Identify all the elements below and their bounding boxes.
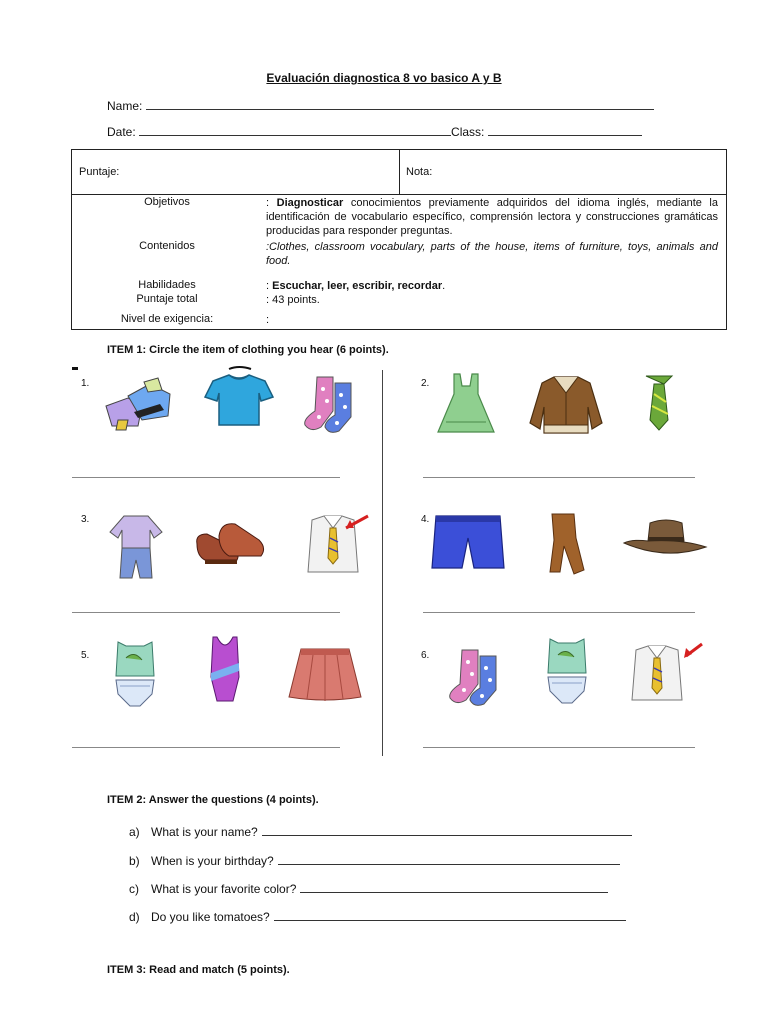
exercise-6-number: 6.: [421, 650, 430, 661]
score-table: [71, 149, 727, 330]
score-row: [72, 150, 726, 195]
contenidos-label: Contenidos: [139, 240, 195, 252]
question-a: [129, 823, 632, 839]
question-d: [129, 908, 626, 924]
habilidades-label: Habilidades: [138, 279, 196, 291]
jacket-icon[interactable]: [526, 373, 606, 435]
answer-blank-a[interactable]: [262, 823, 632, 836]
habilidades-prefix: :: [266, 280, 273, 292]
underwear-icon[interactable]: [106, 640, 164, 710]
shirt-icon[interactable]: [630, 640, 706, 704]
pajamas-icon[interactable]: [108, 514, 164, 580]
puntaje-total-value: : 43 points.: [266, 294, 320, 306]
question-letter: c): [129, 882, 139, 896]
question-text: What is your name?: [151, 825, 258, 839]
name-blank[interactable]: [146, 97, 654, 110]
swimsuit-icon[interactable]: [203, 635, 247, 707]
contenidos-text: [266, 240, 718, 268]
socks-icon[interactable]: [297, 373, 361, 435]
question-text: Do you like tomatoes?: [151, 910, 270, 924]
name-field[interactable]: [107, 97, 654, 113]
puntaje-label: Puntaje:: [79, 166, 120, 178]
tie-icon[interactable]: [642, 374, 676, 432]
objetivos-bold: Diagnosticar: [276, 197, 344, 209]
habilidades-suffix: .: [442, 280, 446, 292]
date-label: Date:: [107, 125, 136, 139]
column-divider: [382, 370, 383, 756]
answer-line-4[interactable]: [423, 612, 695, 613]
tshirt-icon[interactable]: [203, 367, 275, 429]
answer-blank-c[interactable]: [300, 880, 608, 893]
habilidades-bold: Escuchar, leer, escribir, recordar: [272, 280, 443, 292]
question-text: What is your favorite color?: [151, 882, 297, 896]
nivel-value: :: [266, 314, 270, 326]
objetivos-prefix: :: [266, 197, 277, 209]
class-blank[interactable]: [488, 123, 642, 136]
item2-title: ITEM 2: Answer the questions (4 points).: [107, 794, 319, 806]
skirt-icon[interactable]: [287, 645, 363, 703]
corner-mark: [72, 367, 78, 370]
class-label: Class:: [451, 125, 485, 139]
item1-title: ITEM 1: Circle the item of clothing you hear (6 points).: [107, 344, 389, 356]
exercise-5-number: 5.: [81, 650, 90, 661]
exercise-4-number: 4.: [421, 514, 430, 525]
question-c: [129, 880, 608, 896]
exercise-1-number: 1.: [81, 378, 90, 389]
gloves-icon[interactable]: [98, 376, 180, 432]
date-class-row: [107, 123, 642, 139]
answer-line-5[interactable]: [72, 747, 340, 748]
contenidos-body: :Clothes, classroom vocabulary, parts of the house, items of furniture, toys, animals and food.: [266, 241, 718, 267]
question-letter: a): [129, 825, 140, 839]
shorts-icon[interactable]: [430, 512, 506, 572]
hat-icon[interactable]: [622, 517, 708, 563]
habilidades-text: [266, 279, 718, 293]
answer-blank-d[interactable]: [274, 908, 626, 921]
answer-blank-b[interactable]: [278, 852, 620, 865]
nota-label: Nota:: [406, 166, 433, 178]
score-divider: [399, 150, 400, 195]
item3-title: ITEM 3: Read and match (5 points).: [107, 964, 290, 976]
answer-line-6[interactable]: [423, 747, 695, 748]
trousers-icon[interactable]: [544, 510, 588, 578]
objetivos-body: conocimientos previamente adquiridos del idioma inglés, mediante la identificación de vocabulario específico, comprensión lectora y construcciones gramáticas producidas para responder preguntas.: [266, 197, 718, 237]
objetivos-label: Objetivos: [144, 196, 190, 208]
underwear-icon[interactable]: [538, 637, 596, 707]
answer-line-3[interactable]: [72, 612, 340, 613]
answer-line-1[interactable]: [72, 477, 340, 478]
answer-line-2[interactable]: [423, 477, 695, 478]
shoes-icon[interactable]: [191, 516, 267, 578]
date-blank[interactable]: [139, 123, 451, 136]
page-title: Evaluación diagnostica 8 vo basico A y B: [266, 71, 502, 85]
question-letter: b): [129, 854, 140, 868]
socks-icon[interactable]: [442, 646, 506, 708]
question-text: When is your birthday?: [151, 854, 274, 868]
question-letter: d): [129, 910, 140, 924]
puntaje-total-label: Puntaje total: [136, 293, 198, 305]
dress-icon[interactable]: [434, 372, 498, 436]
name-label: Name:: [107, 99, 143, 113]
exercise-3-number: 3.: [81, 514, 90, 525]
nivel-label: Nivel de exigencia:: [120, 313, 214, 325]
question-b: [129, 852, 620, 868]
objetivos-text: [266, 196, 718, 238]
shirt-icon[interactable]: [296, 514, 372, 578]
exercise-2-number: 2.: [421, 378, 430, 389]
